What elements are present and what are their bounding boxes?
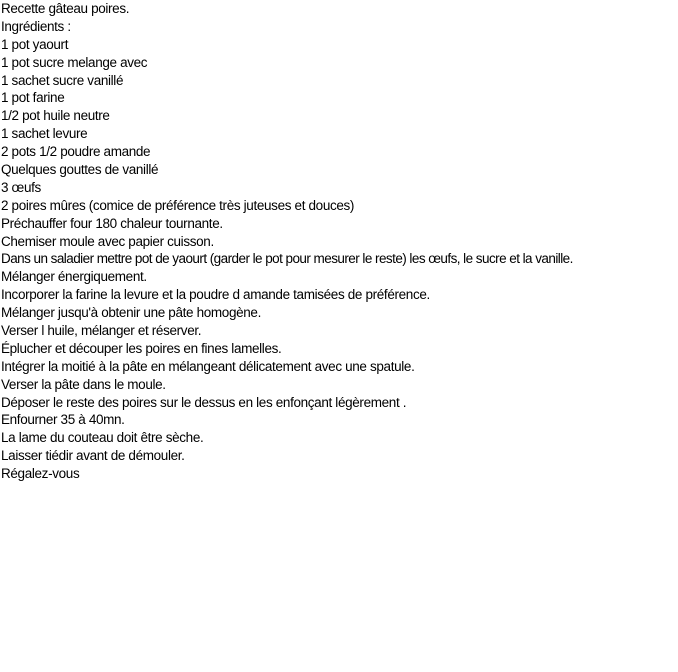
steps-list <box>0 215 678 483</box>
step-item: Mélanger énergiquement. <box>1 269 147 285</box>
ingredient-item: 1 sachet levure <box>1 126 88 142</box>
step-item: Préchauffer four 180 chaleur tournante. <box>1 215 223 231</box>
ingredients-list <box>0 36 678 215</box>
step-item: Déposer le reste des poires sur le dessus en les enfonçant légèrement . <box>1 394 407 410</box>
step-item: Incorporer la farine la levure et la poudre d amande tamisées de préférence. <box>1 287 430 303</box>
ingredient-item: 1 pot yaourt <box>1 36 69 52</box>
step-item: Dans un saladier mettre pot de yaourt (garder le pot pour mesurer le reste) les œufs, le sucre et la vanille. <box>1 251 573 267</box>
ingredient-item: Quelques gouttes de vanillé <box>1 162 159 178</box>
step-item: Régalez-vous <box>1 466 80 482</box>
step-item: Éplucher et découper les poires en fines lamelles. <box>1 340 282 356</box>
recipe-title: Recette gâteau poires. <box>1 1 130 16</box>
step-item: Mélanger jusqu'à obtenir une pâte homogène. <box>1 305 261 321</box>
step-item: Verser la pâte dans le moule. <box>1 376 166 392</box>
ingredient-item: 2 poires mûres (comice de préférence très juteuses et douces) <box>1 197 355 213</box>
step-item: La lame du couteau doit être sèche. <box>1 430 204 446</box>
ingredient-item: 1/2 pot huile neutre <box>1 108 110 124</box>
step-item: Intégrer la moitié à la pâte en mélangeant délicatement avec une spatule. <box>1 358 415 374</box>
ingredient-item: 3 œufs <box>1 179 41 195</box>
ingredient-item: 1 pot farine <box>1 90 65 106</box>
step-item: Verser l huile, mélanger et réserver. <box>1 323 202 339</box>
step-item: Laisser tiédir avant de démouler. <box>1 448 185 464</box>
ingredient-item: 1 sachet sucre vanillé <box>1 72 124 88</box>
step-item: Enfourner 35 à 40mn. <box>1 412 125 428</box>
ingredient-item: 2 pots 1/2 poudre amande <box>1 144 151 160</box>
ingredient-item: 1 pot sucre melange avec <box>1 54 148 70</box>
ingredients-heading: Ingrédients : <box>1 18 71 34</box>
step-item: Chemiser moule avec papier cuisson. <box>1 233 214 249</box>
